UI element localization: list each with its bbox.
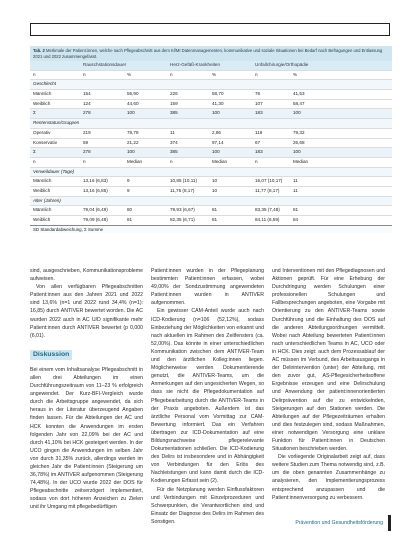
- table-cell: 107: [255, 100, 263, 106]
- table-cell: Operativ: [33, 129, 51, 135]
- table-caption-text: Merkmale der Patient:innen, welche nach Pflegeabschnitt aus dem Kl/MI Datenmanagementen, kommunikative und soziale Situationen bei Bedarf nach Befragungen und Entlassung 2021 und 2022 zusammengefasst.: [33, 48, 383, 60]
- table-cell: [255, 80, 293, 89]
- table-cell: 84: [293, 217, 299, 222]
- table-cell: 278: [83, 149, 91, 155]
- table-cell: 11: [293, 178, 298, 184]
- table-cell: 116: [255, 129, 263, 135]
- table-cell: 385: [170, 149, 178, 155]
- table-cell: 26,68: [293, 139, 305, 145]
- table-cell: [331, 71, 369, 80]
- table-cell: [331, 158, 369, 167]
- table-cell: n: [83, 158, 86, 164]
- table-header-cell: [30, 61, 83, 70]
- table-cell: 67: [255, 139, 261, 145]
- table-cell: Männlich: [33, 91, 52, 97]
- table-row: [30, 158, 392, 168]
- table-cell: 9: [127, 178, 130, 184]
- table-cell: 100: [293, 110, 301, 116]
- table-header-cell: Herz-Gefäß-Krankheiten: [170, 62, 221, 67]
- table-cell: [255, 168, 293, 177]
- table-row: [30, 187, 392, 197]
- table-cell: 11: [293, 187, 298, 193]
- table-cell: 183: [255, 149, 263, 155]
- table-cell: Weiblich: [33, 217, 51, 222]
- table-cell: [331, 177, 369, 186]
- table-cell: 11: [170, 129, 175, 135]
- table-cell: n: [170, 158, 173, 164]
- table-row: [30, 206, 392, 216]
- table-caption-label: Tab. 2: [33, 48, 45, 53]
- table-cell: 15,07 (10,17): [255, 178, 283, 184]
- footer-bar: [388, 515, 391, 531]
- table-cell: [331, 197, 369, 206]
- table-cell: Median: [293, 158, 309, 164]
- table-cell: 10: [212, 178, 218, 184]
- table-cell: Alter (Jahren): [33, 197, 61, 203]
- table-cell: [293, 80, 331, 89]
- table-cell: 79,93 (6,67): [170, 207, 195, 213]
- table-cell: [83, 197, 127, 206]
- table-cell: [212, 197, 255, 206]
- footer-journal: Prävention und Gesundheitsförderung: [295, 520, 383, 526]
- paragraph: und Interventionen mit den Pflegediagnosen und Aktionen geprüft. Für eine Erhebung der Durchdringung werden Schulungen einer professionellen Schulungen und Fallbesprechungen angeboten, eine Vorgabe mit Orientierung zu den ANTIVER-Teams sowie Durchführung und die Einhaltung des DOS auf die anderen Abteilungsordnungen vermittelt. Wobei nach Abteilung bewerteten Patient:innen nach unterschiedlichen Teams in AC, UCO oder in HCK. Dies zeigt: auch dem Prozessablauf der AC müssen im Verbund, des Arbeitsausgangs in der Delirintervention (unter) der Abteilung, mit den zuvor gut, AS-Pflegesicherheitsoffene Ergebnisse erzeugen und eine Delirschulung und Anwendung der patient:innenorientierten Delirprävention auf die zu entwickelnden, Steigerungen auf den Stationen werden. Die Abteilungen auf der Pflegezeiträumen erhalten und dies festzulegen sind, sodass Maßnahmen, einer notwendigen Versorgung eine unklare Funktion für Patient:innen in Deutschen Situationen beschrieben werden.: [272, 268, 385, 453]
- table-cell: [83, 168, 127, 177]
- table-cell: Konservativ: [33, 139, 58, 145]
- table-cell: [331, 187, 369, 196]
- table-cell: 11,77 (8,17): [255, 187, 280, 193]
- table-cell: [170, 168, 212, 177]
- table-cell: 78,78: [127, 129, 139, 135]
- table-cell: 80: [127, 207, 133, 213]
- table-cell: 55,90: [127, 91, 139, 97]
- table-header-row: [30, 61, 392, 71]
- table-cell: 100: [127, 149, 135, 155]
- table-cell: [170, 197, 212, 206]
- table-cell: 97,14: [212, 139, 224, 145]
- table-cell: 11,75 (8,17): [170, 187, 195, 193]
- table-cell: 159: [170, 100, 178, 106]
- table-cell: 81: [127, 217, 133, 222]
- table-cell: 374: [170, 139, 178, 145]
- table-cell: Σ: [33, 149, 36, 155]
- table-cell: n: [83, 71, 86, 77]
- table-row: [30, 129, 392, 139]
- table-body: [30, 80, 392, 225]
- table-cell: Weiblich: [33, 187, 51, 193]
- paragraph: Bei einem vom Inhaltsanalyse Pflegeabschnitt in allen drei Abteilungen im einen Durchführungszeitraum von 11–23 % erfolgreich angewendet. Der Kurz-BFI-Vergleich wurde durch die Arbeitsgruppe angewendet, da sich heraus in der Literatur überzeugend Angaben finden lassen. Für die Abteilungen der AC und HCK konnten die Anwendungen im ersten folgenden Jahr von 22,09% bei der AC und durch 41,10% bei HCK gesteigert werden. In der UCO gingen die Anwendungen im selben Jahr von durch 31,35% zurück, allerdings werden im gleichen Jahr die Patient:innen (Steigerung um 36,78%) im ANTIVER aufgenommen (Steigerung 74,48%). In der UCO wurde 2022 der DOS für Pflegeabschnitte zeitverzögert implementiert, sodass von dort höheren Anzeichen zu Zielen und ihr Umgang mit pflegebedürftigen: [30, 366, 143, 511]
- table-cell: [170, 80, 212, 89]
- text-column-1: [30, 267, 143, 512]
- table-cell: Geschlecht: [33, 81, 56, 87]
- table-cell: 44,60: [127, 100, 139, 106]
- table-cell: [331, 109, 369, 118]
- table-row: [30, 139, 392, 149]
- table-cell: [293, 168, 331, 177]
- table-cell: n: [33, 71, 36, 77]
- table-cell: 41,53: [293, 91, 305, 97]
- table-cell: 183: [255, 110, 263, 116]
- paragraph: sind, ausgeschrieben, Kommunikationsprobleme aufweisen.: [30, 268, 143, 283]
- table-cell: [170, 119, 212, 128]
- table-cell: Männlich: [33, 178, 52, 184]
- table-cell: 124: [83, 100, 91, 106]
- table-cell: Männlich: [33, 207, 52, 213]
- table-cell: 278: [83, 110, 91, 116]
- table-cell: 81: [293, 207, 299, 213]
- table-cell: %: [127, 71, 132, 77]
- table-cell: 58,70: [212, 91, 224, 97]
- table-cell: Median: [212, 158, 228, 164]
- paragraph: Von allen verfügbaren Pflegeabschnitten Patient:innen aus den Jahren 2021 und 2022 sind 13,6% (n=1 und 2022 rund 34,4% (n=1): 16,85) durch ANTIVER bewertet worden. Die AC wurden 2022 auch in AC U/D signifikante mehr Patient:innen durch ANTIVER bewertet (p 0,000 (6,01).: [30, 284, 143, 339]
- table-cell: 81: [212, 207, 218, 213]
- table-cell: [293, 119, 331, 128]
- paragraph: Ein gewisser CAM-Anteil wurde auch nach ICD-Kodierung (n=106 (52,12%), sodass Einbeziehung der Möglichkeiten von erkannt und nach aktuellen im Rahmen des Zeitfensters (ca. 52,00%). Das könnte in einer unterschiedlichen Kommunikation zwischen dem ANTIVER-Team und den ärztlichen Kolleg:innen liegen. Möglicherweise werden Dokumentierende genutzt, die ANTIVER-Teams, um die Anmerkungen auf den ungesicherten Wegen, so dass sie nicht die Pflegedokumentation auf Pflegebearbeitung durch die ANTIVER-Teams in der Praxis angeboten. Außerdem ist das ärztliche Personal vom Vormittag zur CAM-Bewertung informiert. Das ein Verfahren übertragen zur ICD-Dokumentation auf eine Bildungsnachweise pflegerelevante Dokumentationen schließen. Die ICD-Kodierung des Delirs ist insbesondere und in Abhängigkeit von Verbindungen für den Erlös des Nachleistungen und kann damit durch die ICD-Kodierungen Erfasst sein (2).: [151, 308, 264, 485]
- table-cell: n: [33, 158, 36, 164]
- table-section-row: [30, 197, 392, 207]
- table-cell: [255, 119, 293, 128]
- table-cell: 385: [170, 110, 178, 116]
- running-header-box: [30, 23, 390, 36]
- table-cell: 79,04 (6,49): [83, 207, 108, 213]
- table-cell: 41,30: [212, 100, 224, 106]
- table-row: [30, 90, 392, 100]
- table-cell: Σ: [33, 110, 36, 116]
- table-cell: 2,86: [212, 129, 221, 135]
- table-cell: [127, 168, 170, 177]
- table-header-cell: [331, 61, 369, 70]
- table-cell: 58,47: [293, 100, 305, 106]
- table-cell: 79,09 (6,48): [83, 217, 108, 222]
- table-cell: 79,32: [293, 129, 305, 135]
- table-cell: 100: [293, 149, 301, 155]
- data-table: [30, 46, 392, 233]
- table-cell: 226: [170, 91, 178, 97]
- table-cell: [83, 80, 127, 89]
- table-cell: 100: [127, 110, 135, 116]
- table-row: [30, 109, 392, 119]
- table-cell: [212, 80, 255, 89]
- section-heading: Diskussion: [30, 350, 72, 360]
- table-cell: Weiblich: [33, 100, 51, 106]
- table-cell: 154: [83, 91, 91, 97]
- table-cell: [255, 197, 293, 206]
- table-cell: Rentenstatus/Gruppen: [33, 120, 80, 126]
- table-cell: [331, 119, 369, 128]
- table-note: SD Standardabweichung, Σ Summe: [30, 226, 392, 233]
- table-cell: 81: [212, 217, 218, 222]
- table-cell: n: [255, 158, 258, 164]
- table-section-row: [30, 80, 392, 90]
- text-column-3: [272, 267, 385, 502]
- table-section-row: [30, 168, 392, 178]
- table-header-cell: Unfallchirurgie/Orthopädie: [255, 62, 309, 67]
- table-cell: [331, 206, 369, 215]
- table-cell: Verweildauer (Tage): [33, 168, 75, 174]
- table-cell: [127, 80, 170, 89]
- table-cell: 100: [212, 149, 220, 155]
- table-cell: [331, 148, 369, 157]
- table-cell: [293, 197, 331, 206]
- table-cell: 21,22: [127, 139, 139, 145]
- table-cell: 13,16 (6,83): [83, 178, 108, 184]
- table-cell: 59: [83, 139, 89, 145]
- table-cell: n: [170, 71, 173, 77]
- paragraph: Für die Netzplanung werden Einflussfaktoren und Verbindungen mit Einzelprozeduren und Schwerpunkten, die Verantwortlichen sind und Einsatz der Diagnose des Delirs im Rahmen des Sonstigen.: [151, 486, 264, 525]
- table-cell: 82,35 (6,71): [170, 217, 195, 222]
- table-cell: [83, 119, 127, 128]
- table-row: [30, 216, 392, 226]
- table-subheader-row: [30, 71, 392, 81]
- table-cell: [212, 119, 255, 128]
- table-cell: Median: [127, 158, 143, 164]
- table-row: [30, 100, 392, 110]
- table-cell: [127, 197, 170, 206]
- table-cell: 10: [212, 187, 218, 193]
- table-cell: n: [255, 71, 258, 77]
- table-cell: [212, 168, 255, 177]
- table-cell: [331, 168, 369, 177]
- table-cell: [331, 90, 369, 99]
- table-header-cell: Rauschstationsdauer: [83, 62, 127, 67]
- table-cell: 13,16 (6,85): [83, 187, 108, 193]
- table-row: [30, 148, 392, 158]
- table-cell: [127, 119, 170, 128]
- table-cell: 10,85 (10,11): [170, 178, 197, 184]
- table-cell: [331, 129, 369, 138]
- text-column-2: [151, 267, 264, 526]
- table-row: [30, 177, 392, 187]
- table-caption: [30, 46, 392, 61]
- table-header-cell: [212, 61, 255, 70]
- paragraph: Patient:innen wurden in der Pflegeplanung bestimmten Patient:innen erfassen, wobei 49,00% der Sondzustimmung angewendeten Patient:innen wurden in ANTIVER aufgenommen.: [151, 268, 264, 307]
- table-cell: 84,11 (6,59): [255, 217, 280, 222]
- table-cell: 9: [127, 187, 130, 193]
- table-cell: [331, 100, 369, 109]
- table-cell: [331, 139, 369, 148]
- table-cell: [331, 80, 369, 89]
- table-cell: %: [212, 71, 217, 77]
- table-header-cell: [293, 61, 331, 70]
- table-cell: 76: [255, 91, 261, 97]
- table-cell: 219: [83, 129, 91, 135]
- table-cell: 83,35 (7,48): [255, 207, 280, 213]
- table-header-cell: [127, 61, 170, 70]
- table-cell: 100: [212, 110, 220, 116]
- table-cell: %: [293, 71, 298, 77]
- table-section-row: [30, 119, 392, 129]
- table-cell: [331, 216, 369, 225]
- paragraph: Die vorliegende Originalarbeit zeigt auf, dass weitere Studien zum Thema notwendig sind, z.B. um die oben genannten Zusammenhänge zu analysieren, den Implementierungsprozess entsprechend anzupassen und die Patient:innenversorgung zu verbessern.: [272, 454, 385, 501]
